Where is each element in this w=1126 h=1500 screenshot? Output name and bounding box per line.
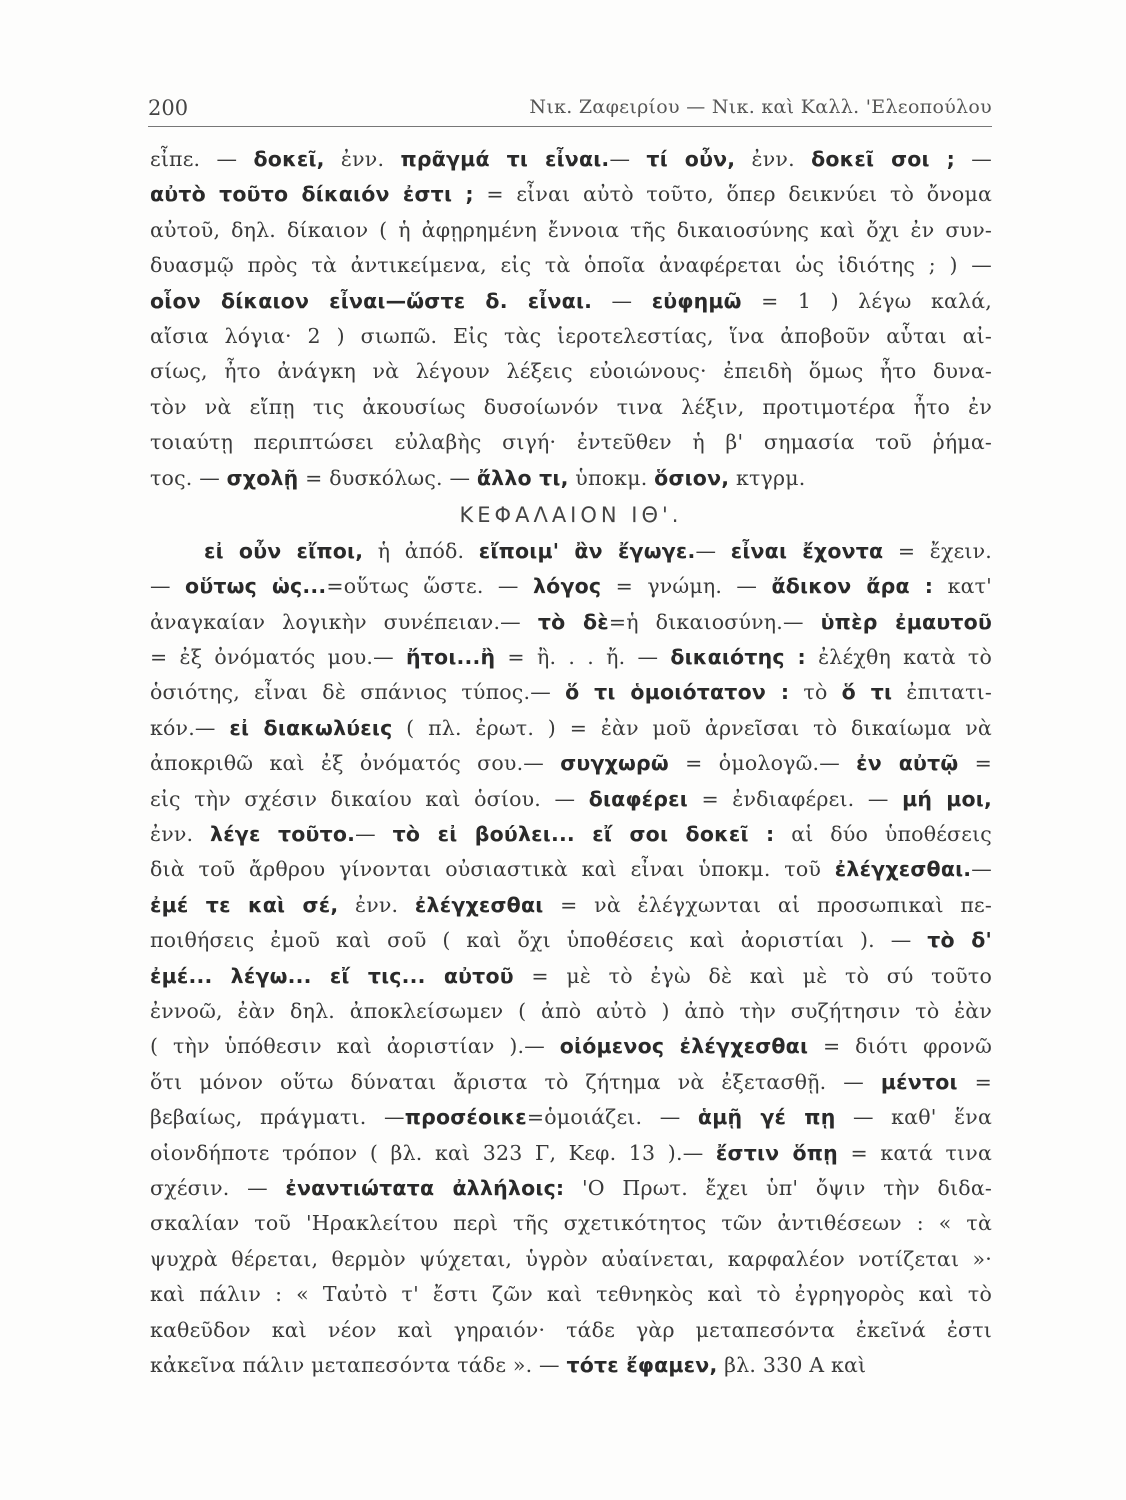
text-line — [150, 959, 992, 994]
commentary-text: — — [150, 574, 186, 599]
commentary-text: — — [955, 147, 992, 171]
paragraph-2 — [150, 534, 992, 1383]
commentary-text: = δυσκόλως. — — [298, 465, 477, 490]
lemma-term: ἐλέγχεσθαι. — [834, 857, 972, 882]
lemma-term: αὐτὸ τοῦτο δίκαιόν ἐστι ; — [150, 182, 474, 207]
commentary-text: κτγρμ. — [729, 465, 806, 490]
commentary-text: =ὁμοιάζει. — — [526, 1105, 698, 1130]
commentary-text: = — [957, 1069, 992, 1094]
lemma-term: δοκεῖ, — [253, 147, 325, 171]
lemma-term: ἤτοι...ἢ — [405, 645, 496, 670]
lemma-term: ὑπὲρ ἐμαυτοῦ — [820, 609, 992, 634]
text-line — [150, 1029, 992, 1064]
lemma-term: ἐλέγχεσθαι — [414, 892, 544, 917]
lemma-term: λέγε τοῦτο. — [210, 822, 356, 847]
commentary-text: κατ' — [933, 574, 992, 599]
commentary-text: τος. — — [150, 465, 227, 490]
commentary-text: αὐτοῦ, δηλ. δίκαιον ( ἡ ἀφῃρημένη ἔννοια τῆς δικαιοσύνης καὶ ὄχι ἐν συν- — [150, 217, 992, 242]
commentary-text: κἀκεῖνα πάλιν μεταπεσόντα τάδε ». — — [150, 1352, 567, 1377]
commentary-text: ἀναγκαίαν λογικὴν συνέπειαν.— — [150, 609, 538, 634]
lemma-term: ἐμέ... λέγω... εἴ τις... αὐτοῦ — [150, 963, 514, 988]
commentary-text: = κατά τινα — [837, 1140, 992, 1165]
lemma-term: συγχωρῶ — [560, 751, 669, 776]
commentary-text: = 1 ) λέγω καλά, — [741, 288, 992, 313]
text-line — [150, 1242, 992, 1277]
text-line — [150, 177, 992, 212]
commentary-text: ἡ ἀπόδ. — [363, 538, 479, 563]
commentary-text: βλ. 330 Α καὶ — [717, 1352, 867, 1377]
text-line — [150, 817, 992, 852]
text-line — [150, 675, 992, 710]
commentary-text: =οὕτως ὥστε. — — [326, 574, 533, 599]
commentary-text: = — [958, 751, 992, 776]
commentary-text: = ἔχειν. — [883, 538, 992, 563]
lemma-term: λόγος — [532, 574, 602, 599]
lemma-term: τὸ εἰ βούλει... εἴ σοι δοκεῖ : — [392, 822, 775, 847]
text-line — [150, 888, 992, 923]
lemma-term: πρᾶγμά τι εἶναι. — [400, 147, 610, 171]
commentary-text: ὁσιότης, εἶναι δὲ σπάνιος τύπος.— — [150, 680, 566, 705]
commentary-text: — — [592, 288, 652, 313]
commentary-text: ἐνν. — [338, 892, 415, 917]
lemma-term: εὐφημῶ — [651, 288, 742, 313]
commentary-text: καὶ πάλιν : « Ταὐτὸ τ' ἔστι ζῶν καὶ τεθνηκὸς καὶ τὸ ἐγρηγορὸς καὶ τὸ — [150, 1282, 992, 1307]
lemma-term: δικαιότης : — [670, 645, 806, 670]
text-line — [150, 248, 992, 283]
lemma-term: εἶναι ἔχοντα — [730, 538, 884, 563]
text-line — [150, 1171, 992, 1206]
lemma-term: οἰόμενος ἐλέγχεσθαι — [559, 1034, 809, 1059]
text-line — [150, 1348, 992, 1383]
commentary-text: ψυχρὰ θέρεται, θερμὸν ψύχεται, ὑγρὸν αὐαίνεται, καρφαλέον νοτίζεται »· — [150, 1246, 992, 1271]
text-line — [150, 534, 992, 569]
text-line — [150, 1277, 992, 1312]
commentary-text: = ὁμολογῶ.— — [668, 751, 857, 776]
text-line — [150, 319, 992, 354]
lemma-term: προσέοικε — [404, 1105, 527, 1130]
commentary-text: οἱονδήποτε τρόπον ( βλ. καὶ 323 Γ, Κεφ. 13 ).— — [150, 1140, 716, 1165]
commentary-text: ( τὴν ὑπόθεσιν καὶ ἀοριστίαν ).— — [150, 1034, 560, 1059]
body-text — [150, 142, 992, 1383]
commentary-text: — — [971, 857, 992, 882]
lemma-term: ἔστιν ὅπῃ — [715, 1140, 838, 1165]
commentary-text: αἴσια λόγια· 2 ) σιωπῶ. Εἰς τὰς ἱεροτελεστίας, ἵνα ἀποβοῦν αὗται αἰ- — [150, 323, 992, 348]
commentary-text: τὸ — [789, 680, 842, 705]
commentary-text: ἐλέχθη κατὰ τὸ — [805, 645, 992, 670]
commentary-text: — — [355, 822, 393, 847]
commentary-text: — — [695, 538, 731, 563]
lemma-term: οἷον δίκαιον εἶναι—ὥστε δ. εἶναι. — [150, 288, 593, 313]
lemma-term: οὕτως ὡς... — [185, 574, 327, 599]
commentary-text: ὑποκμ. — [568, 465, 655, 490]
commentary-text: ἐννοῶ, ἐὰν δηλ. ἀποκλείσωμεν ( ἀπὸ αὐτὸ ) ἀπὸ τὴν συζήτησιν τὸ ἐὰν — [150, 998, 992, 1023]
text-line — [150, 711, 992, 746]
running-head: Νικ. Ζαφειρίου — Νικ. καὶ Καλλ. 'Ελεοπούλου — [529, 96, 992, 118]
lemma-term: τὸ δὲ — [537, 609, 609, 634]
commentary-text: = ἐνδιαφέρει. — — [687, 786, 903, 811]
lemma-term: ὅσιον, — [654, 465, 730, 490]
lemma-term: μέντοι — [880, 1069, 958, 1094]
text-line — [150, 284, 992, 319]
lemma-term: τί οὖν, — [646, 147, 736, 171]
commentary-text: δυασμῷ πρὸς τὰ ἀντικείμενα, εἰς τὰ ὁποῖα ἀναφέρεται ὡς ἰδιότης ; ) — — [150, 253, 992, 278]
commentary-text: κόν.— — [150, 715, 230, 740]
commentary-text: σίως, ἦτο ἀνάγκη νὰ λέγουν λέξεις εὐοιώνους· ἐπειδὴ ὅμως ἦτο δυνα- — [150, 359, 992, 384]
commentary-text: σκαλίαν τοῦ 'Ηρακλείτου περὶ τῆς σχετικότητος τῶν ἀντιθέσεων : « τὰ — [150, 1211, 992, 1236]
text-line — [150, 354, 992, 389]
commentary-text: =ἡ δικαιοσύνη.— — [608, 609, 821, 634]
commentary-text: ἐνν. — [735, 147, 812, 171]
lemma-term: ὅ τι ὁμοιότατον : — [565, 680, 790, 705]
text-line — [150, 1136, 992, 1171]
commentary-text: βεβαίως, πράγματι. — — [150, 1105, 405, 1130]
text-line — [150, 569, 992, 604]
lemma-term: τὸ δ' — [927, 928, 992, 953]
commentary-text: ἐνν. — [324, 147, 401, 171]
text-line — [150, 923, 992, 958]
lemma-term: δοκεῖ σοι ; — [811, 147, 956, 171]
text-line — [150, 640, 992, 675]
commentary-text: = ἢ. . . ἤ. — — [495, 645, 671, 670]
text-line — [150, 213, 992, 248]
lemma-term: εἰ οὖν εἴποι, — [204, 538, 364, 563]
commentary-text: τοιαύτῃ περιπτώσει εὐλαβὴς σιγή· ἐντεῦθεν ἡ β' σημασία τοῦ ῥήμα- — [150, 430, 992, 455]
paragraph-1 — [150, 142, 992, 496]
commentary-text: ὅτι μόνον οὕτω δύναται ἄριστα τὸ ζήτημα νὰ ἐξετασθῇ. — — [150, 1069, 881, 1094]
commentary-text: = διότι φρονῶ — [808, 1034, 992, 1059]
lemma-term: ἐμέ τε καὶ σέ, — [150, 892, 339, 917]
commentary-text: ἐνν. — [150, 822, 211, 847]
commentary-text: εἶπε. — — [150, 147, 254, 171]
text-line — [150, 142, 992, 177]
commentary-text: εἰς τὴν σχέσιν δικαίου καὶ ὁσίου. — — [150, 786, 589, 811]
lemma-term: μή μοι, — [902, 786, 992, 811]
lemma-term: ἐναντιώτατα ἀλλήλοις: — [285, 1175, 565, 1200]
text-line — [150, 1313, 992, 1348]
lemma-term: ἁμῇ γέ πῃ — [697, 1105, 836, 1130]
commentary-text: = νὰ ἐλέγχωνται αἱ προσωπικαὶ πε- — [543, 892, 992, 917]
lemma-term: διαφέρει — [588, 786, 688, 811]
text-line — [150, 994, 992, 1029]
lemma-term: εἴποιμ' ἂν ἔγωγε. — [478, 538, 696, 563]
text-line — [150, 1206, 992, 1241]
commentary-text: ( πλ. ἐρωτ. ) = ἐὰν μοῦ ἀρνεῖσαι τὸ δικαίωμα νὰ — [392, 715, 992, 740]
text-line — [150, 425, 992, 460]
page-header — [148, 96, 992, 127]
text-line — [150, 461, 992, 496]
commentary-text: τὸν νὰ εἴπῃ τις ἀκουσίως δυσοίωνόν τινα λέξιν, προτιμοτέρα ἦτο ἐν — [150, 394, 992, 419]
text-line — [150, 852, 992, 887]
commentary-text: αἱ δύο ὑποθέσεις — [774, 822, 992, 847]
chapter-heading: ΚΕΦΑΛΑΙΟΝ ΙΘ'. — [459, 502, 683, 527]
commentary-text: = εἶναι αὐτὸ τοῦτο, ὅπερ δεικνύει τὸ ὄνομα — [473, 182, 992, 207]
commentary-text: = ἐξ ὀνόματός μου.— — [150, 645, 406, 670]
lemma-term: ἄδικον ἄρα : — [771, 574, 934, 599]
text-line — [150, 1100, 992, 1135]
commentary-text: ἀποκριθῶ καὶ ἐξ ὀνόματός σου.— — [150, 751, 561, 776]
text-line — [150, 605, 992, 640]
text-line — [150, 390, 992, 425]
commentary-text: καθεῦδον καὶ νέον καὶ γηραιόν· τάδε γὰρ μεταπεσόντα ἐκεῖνά ἐστι — [150, 1317, 992, 1342]
page-number: 200 — [148, 96, 189, 120]
lemma-term: ἄλλο τι, — [476, 465, 569, 490]
commentary-text: ἐπιτατι- — [892, 680, 992, 705]
commentary-text: σχέσιν. — — [150, 1175, 286, 1200]
commentary-text: — καθ' ἕνα — [835, 1105, 992, 1130]
commentary-text: ποιθήσεις ἐμοῦ καὶ σοῦ ( καὶ ὄχι ὑποθέσεις καὶ ἀοριστίαι ). — — [150, 928, 928, 953]
commentary-text: 'Ο Πρωτ. ἔχει ὑπ' ὄψιν τὴν διδα- — [564, 1175, 992, 1200]
commentary-text: διὰ τοῦ ἄρθρου γίνονται οὐσιαστικὰ καὶ εἶναι ὑποκμ. τοῦ — [150, 857, 835, 882]
lemma-term: τότε ἔφαμεν, — [566, 1352, 718, 1377]
commentary-text: = γνώμη. — — [601, 574, 772, 599]
commentary-text: — — [609, 147, 647, 171]
lemma-term: εἰ διακωλύεις — [229, 715, 393, 740]
text-line — [150, 746, 992, 781]
commentary-text: = μὲ τὸ ἐγὼ δὲ καὶ μὲ τὸ σύ τοῦτο — [513, 963, 992, 988]
lemma-term: ἐν αὐτῷ — [856, 751, 959, 776]
lemma-term: ὅ τι — [841, 680, 893, 705]
lemma-term: σχολῇ — [226, 465, 299, 490]
text-line — [150, 1065, 992, 1100]
text-line — [150, 782, 992, 817]
